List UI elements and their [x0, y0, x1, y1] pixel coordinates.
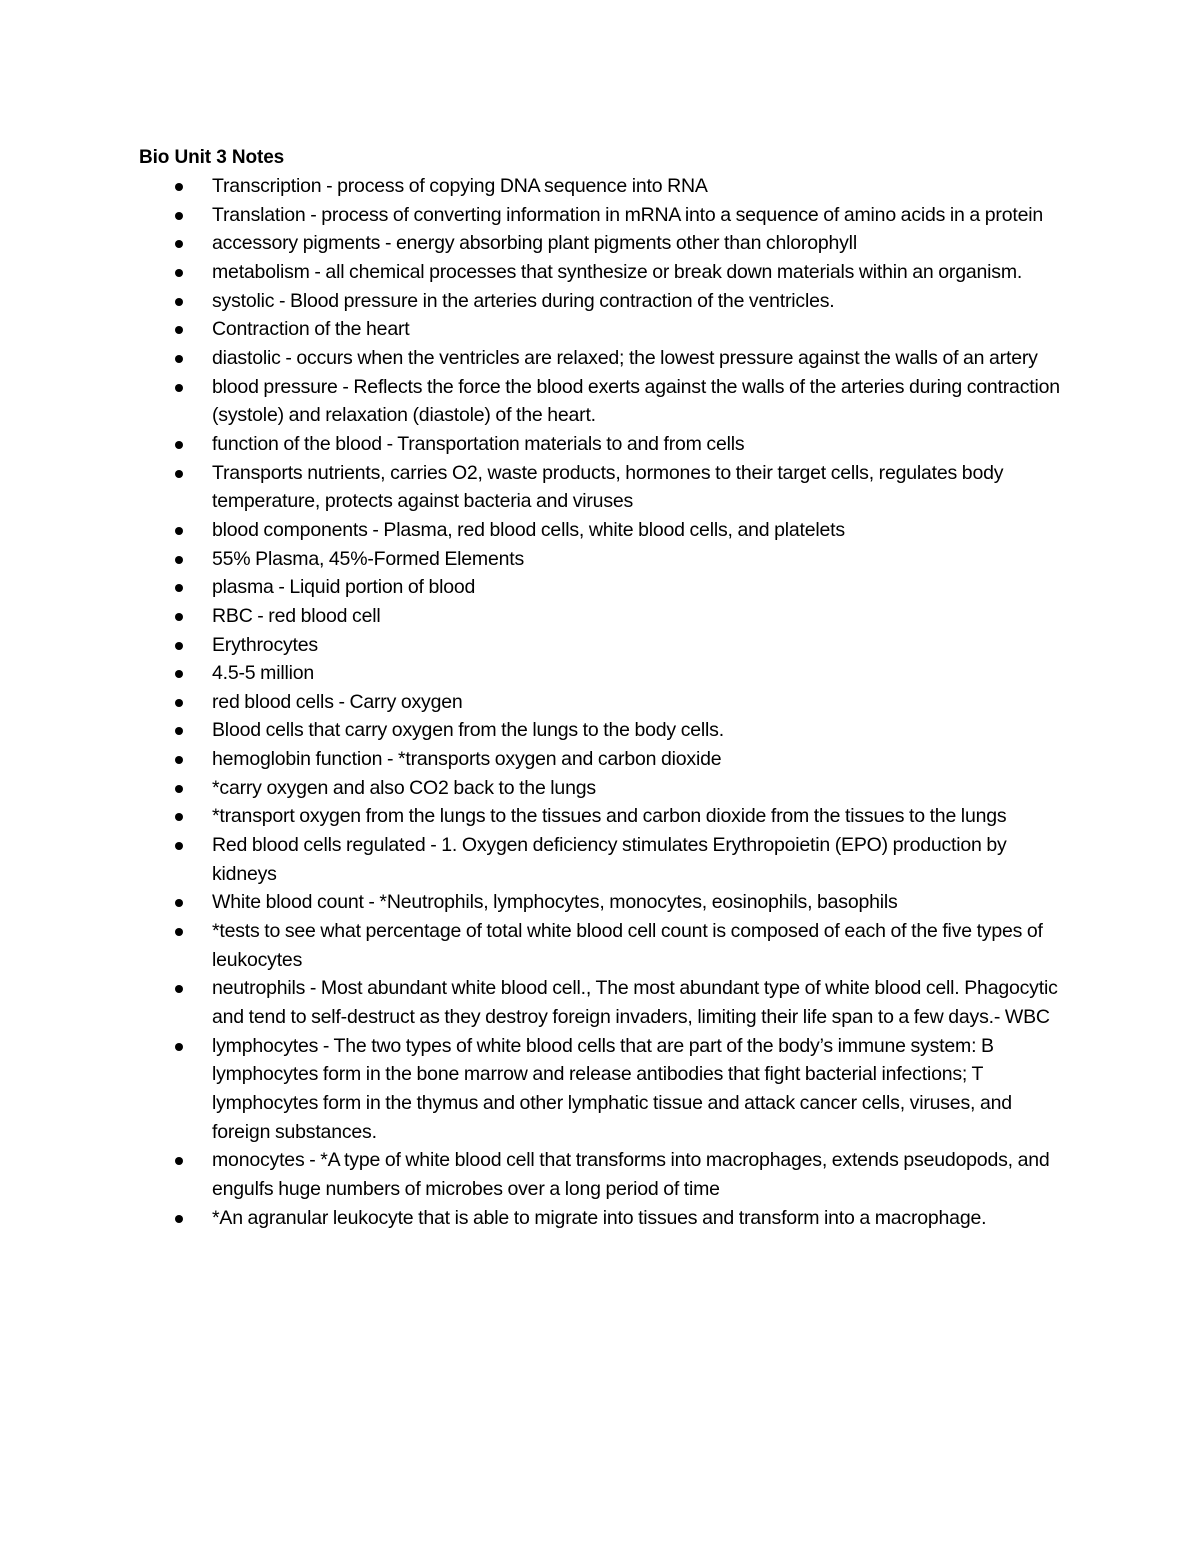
note-item: [140, 172, 1060, 201]
bullet-icon: [175, 384, 183, 392]
note-text: *transport oxygen from the lungs to the tissues and carbon dioxide from the tissues to the lungs: [212, 805, 1007, 828]
bullet-icon: [175, 269, 183, 277]
note-text: Transcription - process of copying DNA sequence into RNA: [212, 175, 708, 197]
note-item: [140, 716, 1060, 745]
bullet-icon: [175, 298, 183, 306]
note-text: *tests to see what percentage of total white blood cell count is composed of each of the five types of leukocytes: [212, 920, 1043, 971]
note-item: [140, 774, 1060, 803]
note-item: [140, 917, 1060, 974]
note-item: [140, 688, 1060, 717]
note-text: systolic - Blood pressure in the arteries during contraction of the ventricles.: [212, 289, 835, 312]
note-text: *carry oxygen and also CO2 back to the lungs: [212, 776, 596, 799]
note-item: [140, 802, 1060, 831]
bullet-icon: [175, 670, 183, 678]
bullet-icon: [175, 212, 183, 220]
note-item: [140, 201, 1060, 230]
note-item: [140, 631, 1060, 660]
note-item: [140, 659, 1060, 688]
note-text: 4.5-5 million: [212, 662, 315, 685]
note-text: Transports nutrients, carries O2, waste products, hormones to their target cells, regulates body temperature, protects against bacteria and viruses: [212, 461, 1004, 513]
bullet-icon: [175, 842, 183, 850]
note-text: lymphocytes - The two types of white blood cells that are part of the body’s immune system: B lymphocytes form in the bone marrow and release antibodies that fight bacterial infections; T lymphocytes form in the thymus and other lymphatic tissue and attack cancer cells, viruses, and foreign substances.: [212, 1034, 1012, 1143]
bullet-icon: [175, 613, 183, 621]
note-item: [140, 1146, 1060, 1203]
bullet-icon: [175, 813, 183, 821]
note-item: [140, 344, 1060, 373]
note-item: [140, 315, 1060, 344]
note-text: *An agranular leukocyte that is able to migrate into tissues and transform into a macrophage.: [212, 1206, 987, 1229]
note-item: [140, 373, 1060, 430]
note-text: Red blood cells regulated - 1. Oxygen deficiency stimulates Erythropoietin (EPO) production by kidneys: [212, 834, 1007, 885]
note-item: [140, 459, 1060, 516]
bullet-icon: [175, 699, 183, 707]
note-text: RBC - red blood cell: [212, 604, 381, 627]
note-text: hemoglobin function - *transports oxygen and carbon dioxide: [212, 748, 722, 771]
note-item: [140, 974, 1060, 1031]
bullet-icon: [175, 642, 183, 650]
bullet-icon: [175, 985, 183, 993]
bullet-icon: [175, 556, 183, 564]
note-text: metabolism - all chemical processes that synthesize or break down materials within an organism.: [212, 260, 1023, 283]
bullet-icon: [175, 584, 183, 592]
note-item: [140, 229, 1060, 258]
bullet-icon: [175, 470, 183, 478]
bullet-icon: [175, 183, 183, 191]
note-text: monocytes - *A type of white blood cell that transforms into macrophages, extends pseudopods, and engulfs huge numbers of microbes over a long period of time: [212, 1149, 1050, 1200]
bullet-icon: [175, 756, 183, 764]
note-item: [140, 430, 1060, 459]
note-text: function of the blood - Transportation materials to and from cells: [212, 432, 745, 455]
bullet-icon: [175, 240, 183, 248]
note-text: Translation - process of converting information in mRNA into a sequence of amino acids in a protein: [212, 203, 1044, 226]
note-text: blood components - Plasma, red blood cells, white blood cells, and platelets: [212, 518, 845, 541]
note-text: accessory pigments - energy absorbing plant pigments other than chlorophyll: [212, 232, 857, 255]
bullet-icon: [175, 1215, 183, 1223]
bullet-icon: [175, 928, 183, 936]
page-title: Bio Unit 3 Notes: [139, 147, 285, 168]
note-item: [140, 745, 1060, 774]
note-text: diastolic - occurs when the ventricles are relaxed; the lowest pressure against the walls of an artery: [212, 346, 1038, 369]
bullet-icon: [175, 785, 183, 793]
bullet-icon: [175, 441, 183, 449]
bullet-icon: [175, 527, 183, 535]
note-text: red blood cells - Carry oxygen: [212, 690, 463, 713]
bullet-icon: [175, 1157, 183, 1165]
note-item: [140, 831, 1060, 888]
bullet-icon: [175, 727, 183, 735]
note-item: [140, 545, 1060, 574]
note-item: [140, 1032, 1060, 1147]
note-item: [140, 287, 1060, 316]
bullet-icon: [175, 899, 183, 907]
note-text: plasma - Liquid portion of blood: [212, 576, 476, 599]
note-text: blood pressure - Reflects the force the blood exerts against the walls of the arteries during contraction (systole) and relaxation (diastole) of the heart.: [212, 375, 1060, 427]
note-item: [140, 1204, 1060, 1233]
note-text: White blood count - *Neutrophils, lymphocytes, monocytes, eosinophils, basophils: [212, 891, 898, 914]
note-item: [140, 516, 1060, 545]
note-item: [140, 888, 1060, 917]
notes-list: [140, 172, 1060, 1232]
note-text: neutrophils - Most abundant white blood cell., The most abundant type of white blood cell. Phagocytic and tend to self-destruct as they destroy foreign invaders, limiting their life span to a few days.- WBC: [212, 977, 1058, 1029]
bullet-icon: [175, 1043, 183, 1051]
note-text: Contraction of the heart: [212, 318, 410, 341]
note-text: Erythrocytes: [212, 633, 318, 656]
note-text: Blood cells that carry oxygen from the lungs to the body cells.: [212, 719, 724, 742]
note-text: 55% Plasma, 45%-Formed Elements: [212, 547, 525, 570]
note-item: [140, 258, 1060, 287]
note-item: [140, 602, 1060, 631]
note-item: [140, 573, 1060, 602]
bullet-icon: [175, 355, 183, 363]
bullet-icon: [175, 326, 183, 334]
